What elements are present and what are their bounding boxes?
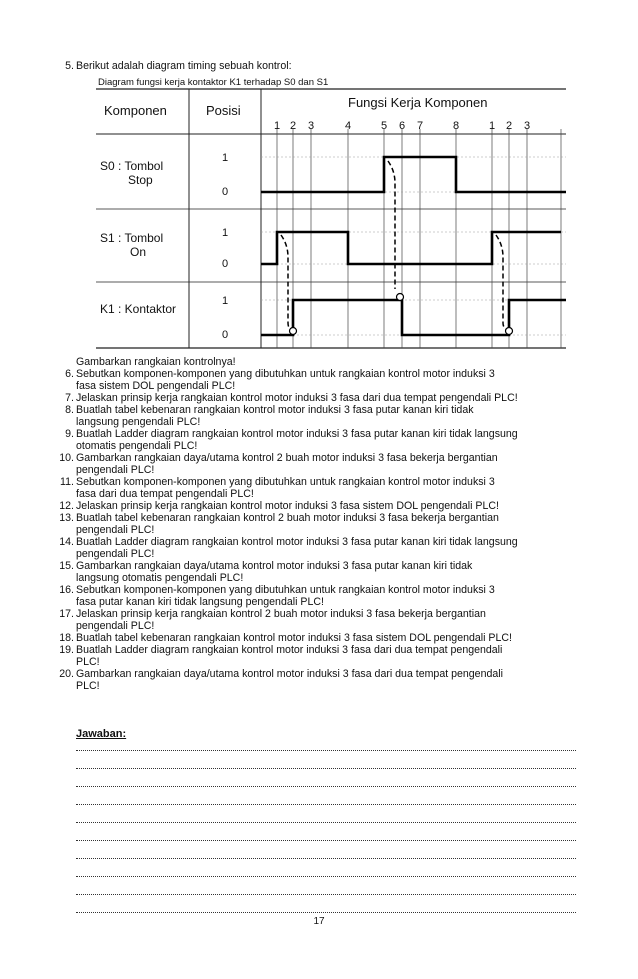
question-number: 19. bbox=[59, 644, 74, 656]
question-number: 11. bbox=[60, 476, 74, 488]
question-line: Gambarkan rangkaian daya/utama kontrol 2 buah motor induksi 3 fasa bekerja bergantian bbox=[76, 452, 498, 464]
question-line: Jelaskan prinsip kerja rangkaian kontrol motor induksi 3 fasa dari dua tempat pengendali PLC! bbox=[76, 392, 518, 404]
answer-line[interactable] bbox=[76, 828, 576, 841]
question-number: 5. bbox=[65, 60, 74, 72]
time-label: 8 bbox=[452, 120, 460, 132]
diagram-instruction bbox=[76, 357, 576, 369]
question-line: pengendali PLC! bbox=[76, 547, 155, 560]
question-line: Buatlah Ladder diagram rangkaian kontrol motor induksi 3 fasa putar kanan kiri tidak langsung bbox=[76, 536, 518, 548]
question-line: Jelaskan prinsip kerja rangkaian kontrol motor induksi 3 fasa sistem DOL pengendali PLC! bbox=[76, 500, 499, 512]
question-item bbox=[60, 476, 576, 500]
question-line: Sebutkan komponen-komponen yang dibutuhkan untuk rangkaian kontrol motor induksi 3 bbox=[76, 368, 495, 380]
question-number: 6. bbox=[65, 368, 74, 380]
time-label: 2 bbox=[289, 120, 297, 132]
time-label: 7 bbox=[416, 120, 424, 132]
question-line: langsung pengendali PLC! bbox=[76, 415, 201, 428]
question-line: Buatlah Ladder diagram rangkaian kontrol motor induksi 3 fasa putar kanan kiri tidak langsung bbox=[76, 428, 518, 440]
question-line: Gambarkan rangkaian daya/utama kontrol motor induksi 3 fasa putar kanan kiri tidak bbox=[76, 560, 473, 572]
question-line: PLC! bbox=[76, 655, 100, 668]
answer-line[interactable] bbox=[76, 756, 576, 769]
question-line: PLC! bbox=[76, 679, 100, 692]
question-item bbox=[59, 644, 576, 668]
question-number: 13. bbox=[59, 512, 74, 524]
question-number: 8. bbox=[65, 404, 74, 416]
question-line: Sebutkan komponen-komponen yang dibutuhkan untuk rangkaian kontrol motor induksi 3 bbox=[76, 584, 495, 596]
header-fungsi: Fungsi Kerja Komponen bbox=[348, 95, 488, 110]
question-item bbox=[59, 608, 576, 632]
time-label: 1 bbox=[273, 120, 281, 132]
question-item bbox=[65, 368, 576, 392]
page-number: 17 bbox=[313, 916, 325, 927]
time-label: 3 bbox=[523, 120, 531, 132]
question-line: langsung otomatis pengendali PLC! bbox=[76, 571, 244, 584]
row-k1-label: K1 : Kontaktor bbox=[100, 302, 177, 316]
question-line: fasa putar kanan kiri tidak langsung pengendali PLC! bbox=[76, 595, 324, 608]
question-line: fasa sistem DOL pengendali PLC! bbox=[76, 379, 236, 392]
answer-line[interactable] bbox=[76, 864, 576, 877]
question-number: 20. bbox=[59, 668, 74, 680]
s1-level-low: 0 bbox=[222, 258, 229, 270]
question-line: pengendali PLC! bbox=[76, 463, 155, 476]
time-label: 6 bbox=[398, 120, 406, 132]
question-line: Jelaskan prinsip kerja rangkaian kontrol 2 buah motor induksi 3 fasa bekerja bergantian bbox=[76, 608, 486, 620]
row-s1-label-2: On bbox=[130, 245, 147, 259]
question-number: 9. bbox=[65, 428, 74, 440]
header-posisi: Posisi bbox=[206, 103, 241, 118]
s0-waveform bbox=[261, 157, 566, 192]
question-line: otomatis pengendali PLC! bbox=[76, 439, 198, 452]
answer-line[interactable] bbox=[76, 846, 576, 859]
question-item bbox=[59, 584, 576, 608]
answer-line[interactable] bbox=[76, 810, 576, 823]
question-number: 12. bbox=[59, 500, 74, 512]
diagram-caption: Diagram fungsi kerja kontaktor K1 terhadap S0 dan S1 bbox=[98, 77, 329, 88]
question-line: Buatlah tabel kebenaran rangkaian kontrol motor induksi 3 fasa sistem DOL pengendali PLC! bbox=[76, 632, 512, 644]
question-number: 7. bbox=[65, 392, 74, 404]
s0-level-low: 0 bbox=[222, 186, 229, 198]
question-item bbox=[59, 560, 576, 584]
k1-waveform bbox=[261, 300, 566, 335]
time-label: 1 bbox=[488, 120, 496, 132]
question-item bbox=[65, 404, 576, 428]
timing-diagram bbox=[96, 77, 566, 357]
answer-line[interactable] bbox=[76, 774, 576, 787]
answer-line[interactable] bbox=[76, 792, 576, 805]
answer-line[interactable] bbox=[76, 900, 576, 913]
question-line: Buatlah tabel kebenaran rangkaian kontrol motor induksi 3 fasa putar kanan kiri tidak bbox=[76, 404, 474, 416]
question-5 bbox=[65, 60, 576, 73]
question-item bbox=[65, 428, 576, 452]
s1-level-high: 1 bbox=[222, 227, 229, 239]
causal-arrows bbox=[281, 161, 509, 330]
question-line: Sebutkan komponen-komponen yang dibutuhkan untuk rangkaian kontrol motor induksi 3 bbox=[76, 476, 495, 488]
question-line: Buatlah tabel kebenaran rangkaian kontrol 2 buah motor induksi 3 fasa bekerja bergantian bbox=[76, 512, 499, 524]
answer-line[interactable] bbox=[76, 738, 576, 751]
question-number: 18. bbox=[59, 632, 74, 644]
row-s0-label: S0 : Tombol bbox=[100, 159, 164, 173]
question-number: 16. bbox=[59, 584, 74, 596]
question-item bbox=[59, 668, 576, 692]
question-text: Berikut adalah diagram timing sebuah kontrol: bbox=[76, 60, 292, 72]
question-line: pengendali PLC! bbox=[76, 619, 155, 632]
question-number: 14. bbox=[59, 536, 74, 548]
row-s0-label-2: Stop bbox=[128, 173, 153, 187]
question-item bbox=[59, 536, 576, 560]
time-label: 3 bbox=[307, 120, 315, 132]
question-item bbox=[59, 512, 576, 536]
time-label: 2 bbox=[505, 120, 513, 132]
time-label: 4 bbox=[344, 120, 352, 132]
time-label: 5 bbox=[380, 120, 388, 132]
question-item bbox=[59, 452, 576, 476]
question-line: pengendali PLC! bbox=[76, 523, 155, 536]
answer-line[interactable] bbox=[76, 882, 576, 895]
question-number: 17. bbox=[59, 608, 74, 620]
question-item bbox=[59, 500, 576, 513]
s0-level-high: 1 bbox=[222, 152, 229, 164]
k1-level-high: 1 bbox=[222, 295, 229, 307]
question-line: Gambarkan rangkaian daya/utama kontrol motor induksi 3 fasa dari dua tempat pengendali bbox=[76, 668, 503, 680]
instruction-text: Gambarkan rangkaian kontrolnya! bbox=[76, 356, 236, 368]
question-line: fasa dari dua tempat pengendali PLC! bbox=[76, 487, 254, 500]
question-line: Buatlah Ladder diagram rangkaian kontrol motor induksi 3 fasa dari dua tempat pengendali bbox=[76, 644, 503, 656]
answer-title: Jawaban: bbox=[76, 728, 127, 740]
question-number: 10. bbox=[59, 452, 74, 464]
time-grid bbox=[277, 129, 561, 348]
question-item bbox=[59, 632, 576, 645]
s1-waveform bbox=[261, 232, 561, 264]
header-komponen: Komponen bbox=[104, 103, 167, 118]
k1-level-low: 0 bbox=[222, 329, 229, 341]
level-baselines bbox=[261, 157, 566, 335]
question-number: 15. bbox=[59, 560, 74, 572]
row-s1-label: S1 : Tombol bbox=[100, 231, 164, 245]
question-item bbox=[65, 392, 576, 405]
